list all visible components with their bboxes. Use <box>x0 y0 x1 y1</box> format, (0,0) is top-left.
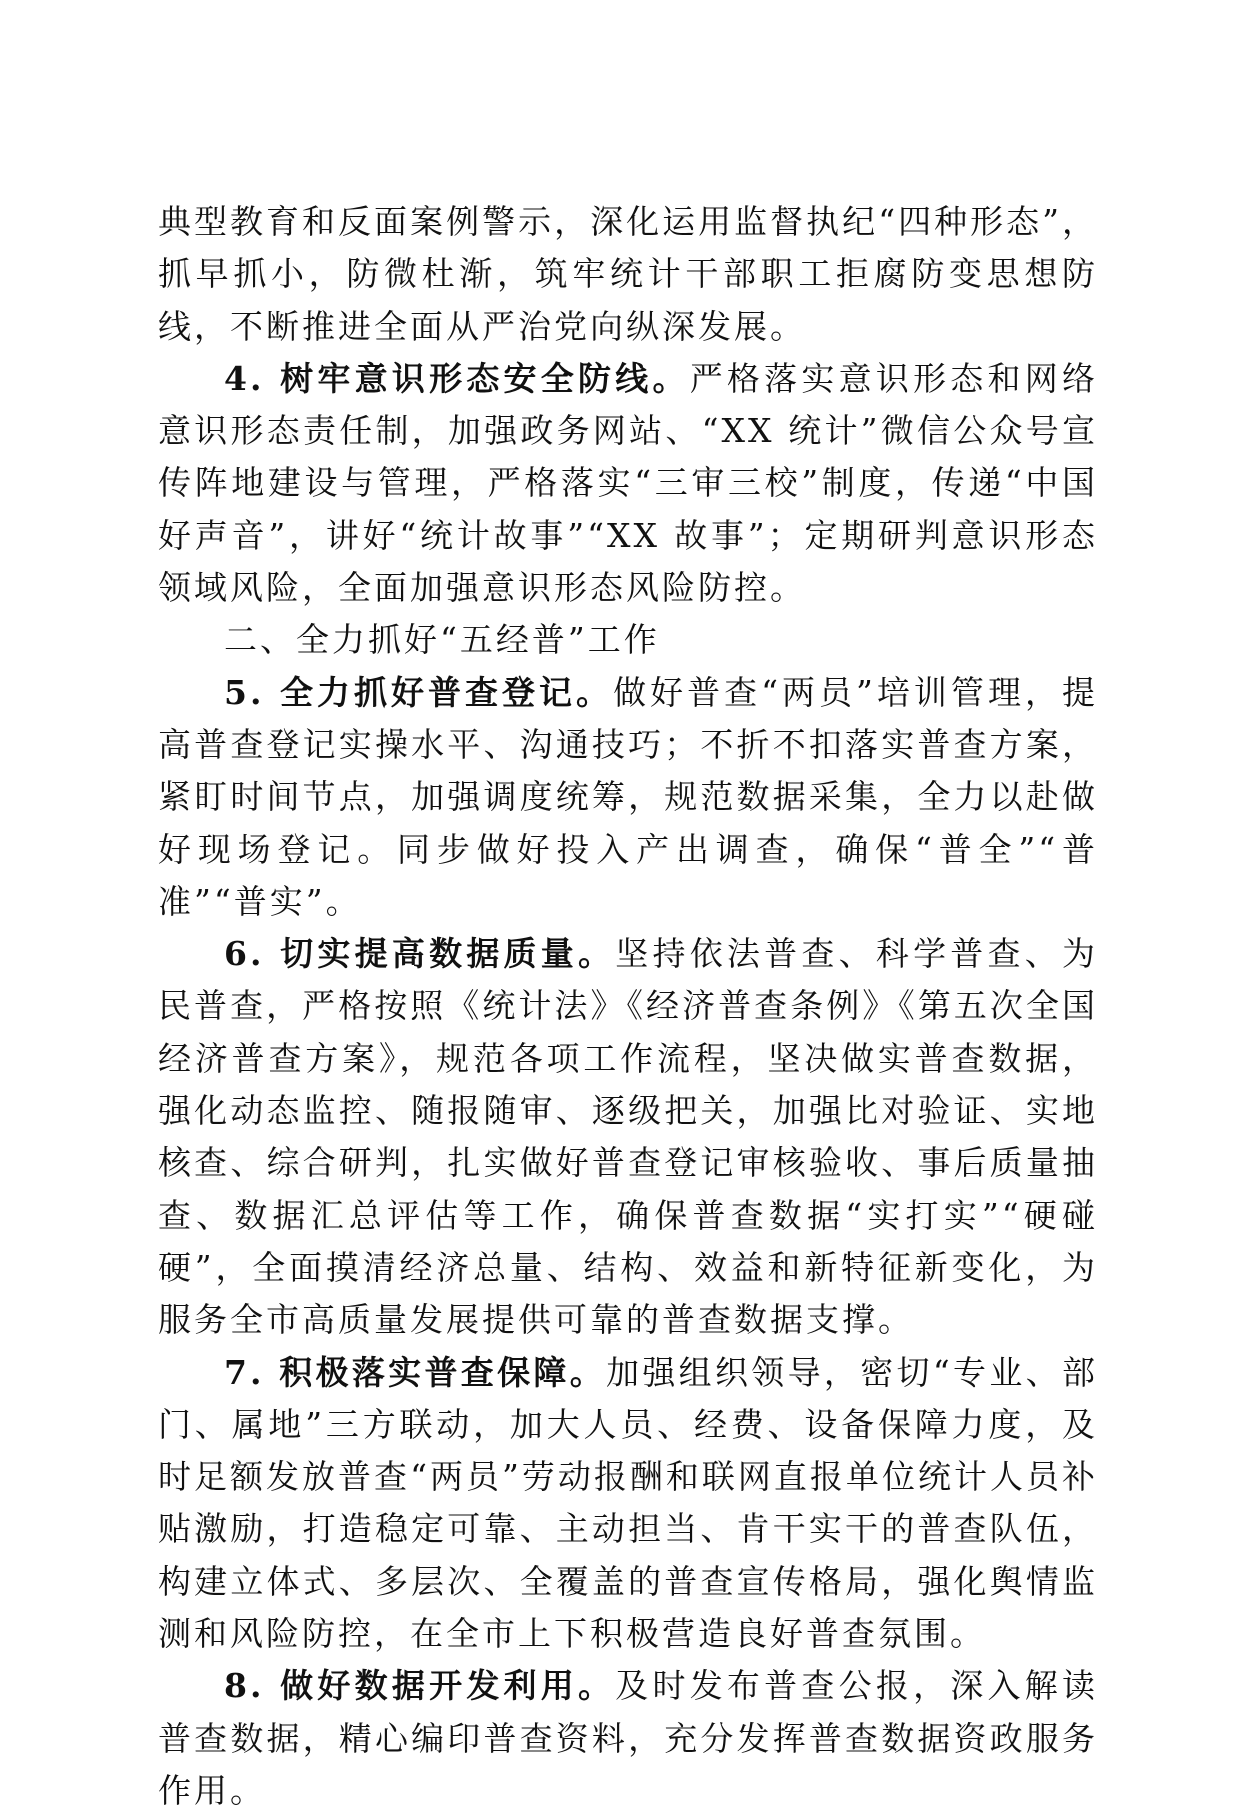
document-page <box>158 196 1098 1817</box>
item-8-lead: 8. 做好数据开发利用。 <box>224 1666 616 1706</box>
item-6-body: 坚持依法普查、科学普查、为民普查，严格按照《统计法》《经济普查条例》《第五次全国经济普查方案》，规范各项工作流程，坚决做实普查数据，强化动态监控、随报随审、逐级把关，加强比对验证、实地核查、综合研判，扎实做好普查登记审核验收、事后质量抽查、数据汇总评估等工作，确保普查数据“实打实”“硬碰硬”，全面摸清经济总量、结构、效益和新特征新变化，为服务全市高质量发展提供可靠的普查数据支撑。 <box>158 934 1098 1340</box>
item-6-lead: 6. 切实提高数据质量。 <box>224 934 616 974</box>
item-4-body: 严格落实意识形态和网络意识形态责任制，加强政务网站、“XX 统计”微信公众号宣传阵地建设与管理，严格落实“三审三校”制度，传递“中国好声音”，讲好“统计故事”“XX 故事”；定期研判意识形态领域风险，全面加强意识形态风险防控。 <box>158 358 1098 608</box>
paragraph-continuation: 典型教育和反面案例警示，深化运用监督执纪“四种形态”，抓早抓小，防微杜渐，筑牢统计干部职工拒腐防变思想防线，不断推进全面从严治党向纵深发展。 <box>158 202 1098 346</box>
paragraph-item-6 <box>158 928 1098 1346</box>
section-2-heading: 二、全力抓好“五经普”工作 <box>224 620 660 660</box>
item-8-body: 及时发布普查公报，深入解读普查数据，精心编印普查资料，充分发挥普查数据资政服务作用。 <box>158 1666 1098 1810</box>
paragraph-item-5 <box>158 667 1098 928</box>
paragraph-item-4 <box>158 353 1098 614</box>
item-4-lead: 4. 树牢意识形态安全防线。 <box>224 358 690 398</box>
paragraph-item-7 <box>158 1347 1098 1661</box>
item-5-lead: 5. 全力抓好普查登记。 <box>224 672 614 712</box>
item-7-lead: 7. 积极落实普查保障。 <box>224 1352 607 1392</box>
item-5-body: 做好普查“两员”培训管理，提高普查登记实操水平、沟通技巧；不折不扣落实普查方案，紧盯时间节点，加强调度统筹，规范数据采集，全力以赴做好现场登记。同步做好投入产出调查，确保“普全”“普准”“普实”。 <box>158 672 1098 921</box>
item-7-body: 加强组织领导，密切“专业、部门、属地”三方联动，加大人员、经费、设备保障力度，及时足额发放普查“两员”劳动报酬和联网直报单位统计人员补贴激励，打造稳定可靠、主动担当、肯干实干的普查队伍，构建立体式、多层次、全覆盖的普查宣传格局，强化舆情监测和风险防控，在全市上下积极营造良好普查氛围。 <box>158 1352 1098 1654</box>
paragraph-item-8 <box>158 1660 1098 1817</box>
